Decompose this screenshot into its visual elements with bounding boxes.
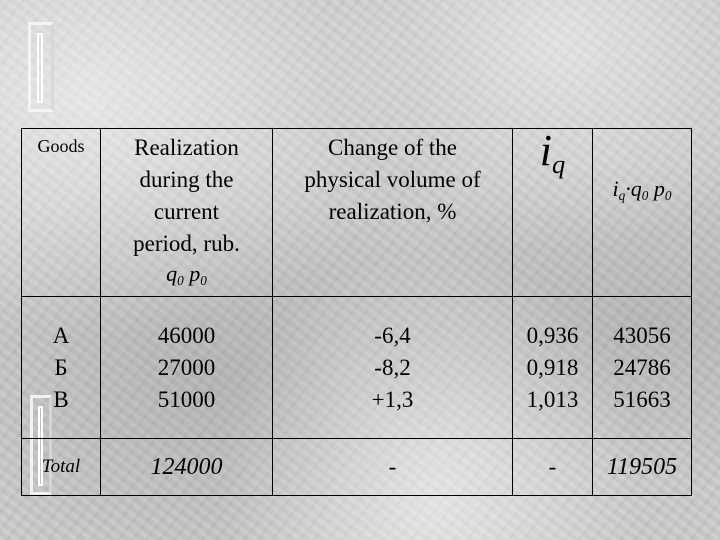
iq-value: 0,918 — [526, 354, 579, 380]
product-value: 24786 — [613, 354, 671, 380]
data-row — [22, 297, 692, 439]
goods-item: А — [52, 322, 70, 348]
header-change — [273, 129, 513, 297]
iq-value: 0,936 — [526, 322, 579, 348]
header-change-line: realization, % — [328, 199, 457, 224]
product-value: 51663 — [613, 386, 671, 412]
realization-cell — [101, 297, 273, 439]
formula-iq: $i_q$ — [539, 126, 566, 179]
header-product — [593, 129, 692, 297]
header-change-line: Change of the — [327, 135, 457, 160]
realization-value: 46000 — [157, 322, 216, 348]
header-change-line: physical volume of — [304, 167, 481, 192]
decorative-bar-top — [28, 22, 54, 112]
header-goods: Goods — [22, 129, 101, 297]
total-label: Total — [22, 439, 101, 496]
header-row — [22, 129, 692, 297]
change-value: +1,3 — [371, 386, 414, 412]
realization-value: 51000 — [157, 386, 216, 412]
header-iq — [513, 126, 593, 297]
header-realization-line: during the — [139, 167, 234, 192]
header-realization-line: period, rub. — [133, 231, 240, 256]
change-value: -6,4 — [374, 322, 411, 348]
product-value: 43056 — [613, 322, 671, 348]
total-realization: 124000 — [101, 439, 273, 496]
realization-table — [21, 128, 692, 496]
change-value: -8,2 — [374, 354, 411, 380]
formula-q0p0: $q_0$ $p_0$ — [166, 261, 207, 288]
realization-value: 27000 — [157, 354, 216, 380]
total-row — [22, 439, 692, 496]
iq-cell — [513, 297, 593, 439]
total-iq: - — [513, 439, 593, 496]
total-change: - — [273, 439, 513, 496]
goods-cell — [22, 297, 101, 439]
iq-value: 1,013 — [526, 386, 579, 412]
header-realization-line: Realization — [134, 135, 239, 160]
header-realization-line: current — [153, 199, 220, 224]
formula-iq-q0p0: $i_q\cdot q_0$ $p_0$ — [612, 176, 672, 203]
goods-item: Б — [54, 354, 68, 380]
total-product: 119505 — [593, 439, 692, 496]
product-cell — [593, 297, 692, 439]
change-cell — [273, 297, 513, 439]
goods-item: В — [53, 386, 69, 412]
header-realization — [101, 129, 273, 297]
